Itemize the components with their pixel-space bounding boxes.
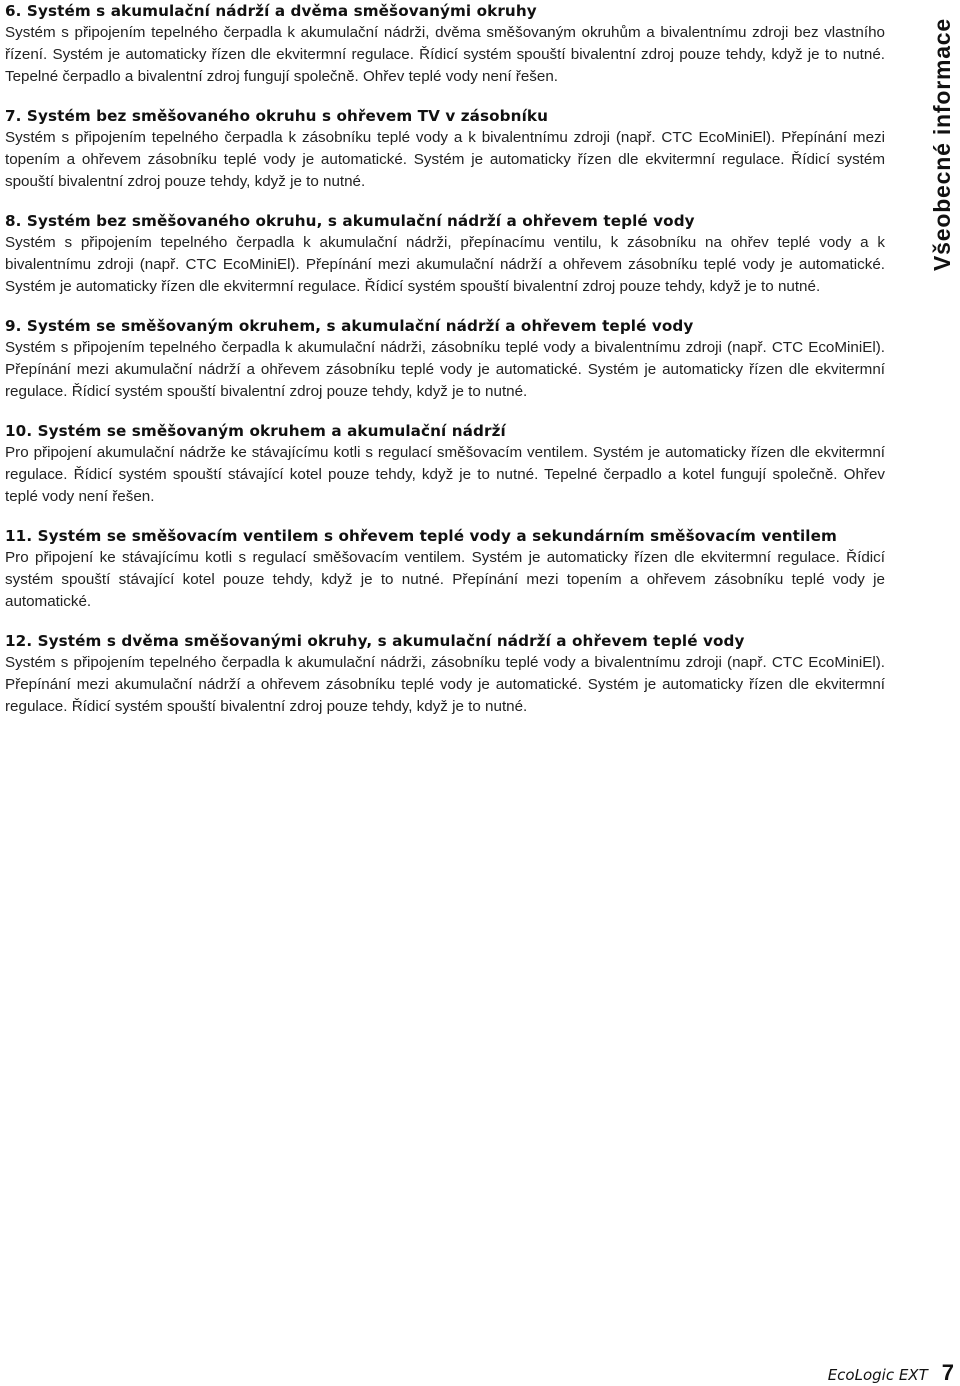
section-heading: 11. Systém se směšovacím ventilem s ohřevem teplé vody a sekundárním směšovacím ventilem (5, 527, 837, 545)
section-text: Systém s připojením tepelného čerpadla k zásobníku teplé vody a k bivalentnímu zdroji (např. CTC EcoMiniEl). Přepínání mezi topením a ohřevem zásobníku teplé vody je automatické. Systém je automaticky řízen dle ekvitermní regulace. Řídicí systém spouští bivalentní zdroj pouze tehdy, když je to nutné. (5, 129, 885, 190)
section-11 (5, 525, 885, 613)
section-heading: 9. Systém se směšovaným okruhem, s akumulační nádrží a ohřevem teplé vody (5, 317, 694, 335)
section-text: Systém s připojením tepelného čerpadla k akumulační nádrži, zásobníku teplé vody a bivalentnímu zdroji (např. CTC EcoMiniEl). Přepínání mezi akumulační nádrží a ohřevem zásobníku teplé vody je automatické. Systém je automaticky řízen dle ekvitermní regulace. Řídicí systém spouští bivalentní zdroj pouze tehdy, když je to nutné. (5, 339, 885, 400)
section-text: Pro připojení akumulační nádrže ke stávajícímu kotli s regulací směšovacím ventilem. Systém je automaticky řízen dle ekvitermní regulace. Řídicí systém spouští stávající kotel pouze tehdy, když je to nutné. Tepelné čerpadlo a kotel fungují společně. Ohřev teplé vody není řešen. (5, 444, 885, 505)
section-heading: 8. Systém bez směšovaného okruhu, s akumulační nádrží a ohřevem teplé vody (5, 212, 695, 230)
section-8 (5, 210, 885, 298)
document-body (5, 0, 885, 735)
section-heading: 6. Systém s akumulační nádrží a dvěma směšovanými okruhy (5, 2, 537, 20)
section-text: Systém s připojením tepelného čerpadla k akumulační nádrži, přepínacímu ventilu, k zásobníku na ohřev teplé vody a k bivalentnímu zdroji (např. CTC EcoMiniEl). Přepínání mezi akumulační nádrží a ohřevem zásobníku teplé vody je automatické. Systém je automaticky řízen dle ekvitermní regulace. Řídicí systém spouští bivalentní zdroj pouze tehdy, když je to nutné. (5, 234, 885, 295)
product-name: EcoLogic EXT (827, 1366, 928, 1384)
chapter-side-title: Všeobecné informace (929, 18, 955, 271)
section-10 (5, 420, 885, 508)
section-heading: 12. Systém s dvěma směšovanými okruhy, s akumulační nádrží a ohřevem teplé vody (5, 632, 745, 650)
section-12 (5, 630, 885, 718)
page-number: 7 (941, 1360, 954, 1385)
section-6 (5, 0, 885, 88)
section-text: Systém s připojením tepelného čerpadla k akumulační nádrži, dvěma směšovaným okruhům a bivalentnímu zdroji bez vlastního řízení. Systém je automaticky řízen dle ekvitermní regulace. Řídicí systém spouští bivalentní zdroj pouze tehdy, když je to nutné. Tepelné čerpadlo a bivalentní zdroj fungují společně. Ohřev teplé vody není řešen. (5, 24, 885, 85)
page-footer (828, 1360, 954, 1386)
section-7 (5, 105, 885, 193)
section-heading: 7. Systém bez směšovaného okruhu s ohřevem TV v zásobníku (5, 107, 548, 125)
section-heading: 10. Systém se směšovaným okruhem a akumulační nádrží (5, 422, 506, 440)
section-text: Systém s připojením tepelného čerpadla k akumulační nádrži, zásobníku teplé vody a bivalentnímu zdroji (např. CTC EcoMiniEl). Přepínání mezi akumulační nádrží a ohřevem zásobníku teplé vody je automatické. Systém je automaticky řízen dle ekvitermní regulace. Řídicí systém spouští bivalentní zdroj pouze tehdy, když je to nutné. (5, 654, 885, 715)
section-text: Pro připojení ke stávajícímu kotli s regulací směšovacím ventilem. Systém je automaticky řízen dle ekvitermní regulace. Řídicí systém spouští stávající kotel pouze tehdy, když je to nutné. Přepínání mezi topením a ohřevem zásobníku teplé vody je automatické. (5, 549, 885, 610)
section-9 (5, 315, 885, 403)
